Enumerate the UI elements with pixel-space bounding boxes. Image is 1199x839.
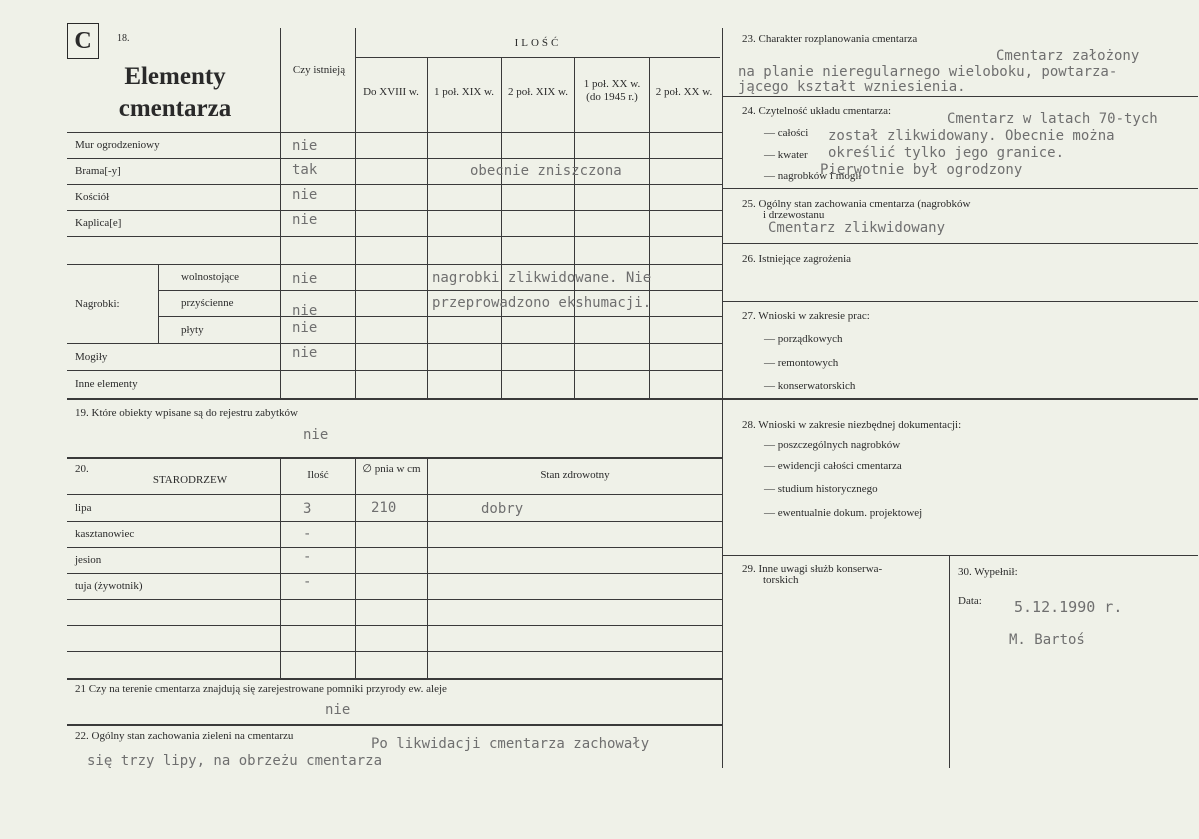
nagrobki-exists-przyscienne: nie — [292, 303, 318, 319]
q27-item-konserwatorskich: — konserwatorskich — [764, 380, 856, 392]
period-header-2: 1 poł. XIX w. — [433, 86, 495, 98]
nagrobki-label-plyty: płyty — [181, 324, 204, 336]
q30-label: 30. Wypełnił: — [958, 566, 1018, 578]
q20-number: 20. — [75, 463, 89, 475]
q24-item-nagrobkow: — nagrobków i mogił — [764, 170, 862, 182]
q22-answer-line1: Po likwidacji cmentarza zachowały — [371, 736, 650, 752]
q20-col-count: Ilość — [307, 469, 329, 481]
q23-answer-line1: Cmentarz założony — [996, 48, 1140, 64]
tree-count-lipa: 3 — [303, 501, 312, 517]
q29-label-line1: 29. Inne uwagi służb konserwa- — [742, 563, 883, 575]
q25-label-line2: i drzewostanu — [763, 209, 825, 221]
q22-answer-line2: się trzy lipy, na obrzeżu cmentarza — [87, 753, 383, 769]
element-exists-kosciol: nie — [292, 187, 318, 203]
q24-answer-line2: został zlikwidowany. Obecnie można — [828, 128, 1115, 144]
section-title-line1: Elementy — [124, 63, 226, 90]
element-label-mur: Mur ogrodzeniowy — [75, 139, 160, 151]
q24-answer-line1: Cmentarz w latach 70-tych — [947, 111, 1158, 127]
mogily-label: Mogiły — [75, 351, 108, 363]
nagrobki-label-przyscienne: przyścienne — [181, 297, 234, 309]
period-header-5: 2 poł. XX w. — [655, 86, 713, 98]
period-header-1: Do XVIII w. — [363, 86, 419, 98]
q22-label: 22. Ogólny stan zachowania zieleni na cmentarzu — [75, 730, 294, 742]
q30-date-value: 5.12.1990 r. — [1014, 598, 1123, 616]
q27-item-remontowych: — remontowych — [764, 357, 839, 369]
brama-note: obecnie zniszczona — [470, 163, 622, 179]
inne-elementy-label: Inne elementy — [75, 378, 138, 390]
period-header-3: 2 poł. XIX w. — [507, 86, 569, 98]
mogily-exists: nie — [292, 345, 318, 361]
tree-diameter-lipa: 210 — [371, 500, 397, 516]
q24-answer-line4: Pierwotnie był ogrodzony — [820, 162, 1023, 178]
section-letter-box — [67, 23, 99, 59]
tree-count-jesion: - — [303, 549, 312, 565]
q20-col-health: Stan zdrowotny — [540, 469, 610, 481]
q28-item-projektowej: — ewentualnie dokum. projektowej — [764, 507, 923, 519]
q21-answer: nie — [325, 702, 351, 718]
q28-label: 28. Wnioski w zakresie niezbędnej dokumentacji: — [742, 419, 962, 431]
q24-answer-line3: określić tylko jego granice. — [828, 145, 1065, 161]
section-number: 18. — [117, 33, 130, 44]
element-label-kaplica: Kaplica[e] — [75, 217, 122, 229]
col-exists-header: Czy istnieją — [292, 64, 346, 76]
tree-health-lipa: dobry — [481, 501, 524, 517]
q24-label: 24. Czytelność układu cmentarza: — [742, 105, 892, 117]
nagrobki-note-line2: przeprowadzono ekshumacji. — [432, 295, 652, 311]
element-exists-mur: nie — [292, 138, 318, 154]
q28-item-studium: — studium historycznego — [764, 483, 878, 495]
tree-count-tuja: - — [303, 574, 312, 590]
q29-label-line2: torskich — [763, 574, 799, 586]
element-label-brama: Brama[-y] — [75, 165, 121, 177]
nagrobki-exists-plyty: nie — [292, 320, 318, 336]
tree-name-kasztanowiec: kasztanowiec — [75, 528, 135, 540]
nagrobki-label-wolnostojace: wolnostojące — [181, 271, 240, 283]
section-title-line2: cmentarza — [118, 95, 232, 122]
q23-answer-line2: na planie nieregularnego wieloboku, powtarza- — [738, 64, 1118, 80]
element-label-kosciol: Kościół — [75, 191, 110, 203]
nagrobki-note-line1: nagrobki zlikwidowane. Nie — [432, 270, 652, 286]
q23-label: 23. Charakter rozplanowania cmentarza — [742, 33, 918, 45]
q19-label: 19. Które obiekty wpisane są do rejestru zabytków — [75, 407, 298, 419]
ilosc-header: ILOŚĆ — [514, 37, 562, 49]
q27-label: 27. Wnioski w zakresie prac: — [742, 310, 870, 322]
tree-count-kasztanowiec: - — [303, 526, 312, 542]
q20-col-diameter: ∅ pnia w cm — [362, 463, 421, 475]
tree-name-tuja: tuja (żywotnik) — [75, 580, 143, 592]
q28-item-ewidencji: — ewidencji całości cmentarza — [764, 460, 902, 472]
q24-item-kwater: — kwater — [764, 149, 808, 161]
q26-label: 26. Istniejące zagrożenia — [742, 253, 852, 265]
q25-label-line1: 25. Ogólny stan zachowania cmentarza (nagrobków — [742, 198, 971, 210]
q19-answer: nie — [303, 427, 329, 443]
q25-answer: Cmentarz zlikwidowany — [768, 220, 946, 236]
q30-author: M. Bartoś — [1009, 632, 1085, 648]
q27-item-porzadkowych: — porządkowych — [764, 333, 843, 345]
element-exists-kaplica: nie — [292, 212, 318, 228]
q24-item-calosci: — całości — [764, 127, 809, 139]
element-exists-brama: tak — [292, 162, 318, 178]
q21-label: 21 Czy na terenie cmentarza znajdują się zarejestrowane pomniki przyrody ew. aleje — [75, 683, 447, 695]
tree-name-jesion: jesion — [75, 554, 102, 566]
period-header-4: 1 poł. XX w. (do 1945 r.) — [583, 78, 641, 103]
tree-name-lipa: lipa — [75, 502, 92, 514]
nagrobki-exists-wolnostojace: nie — [292, 271, 318, 287]
q30-date-label: Data: — [958, 595, 982, 607]
q28-item-nagrobkow: — poszczególnych nagrobków — [764, 439, 901, 451]
section-letter: C — [74, 28, 92, 54]
nagrobki-label: Nagrobki: — [75, 298, 120, 310]
q20-title: STARODRZEW — [152, 474, 228, 486]
q23-answer-line3: jącego kształt wzniesienia. — [738, 79, 966, 95]
